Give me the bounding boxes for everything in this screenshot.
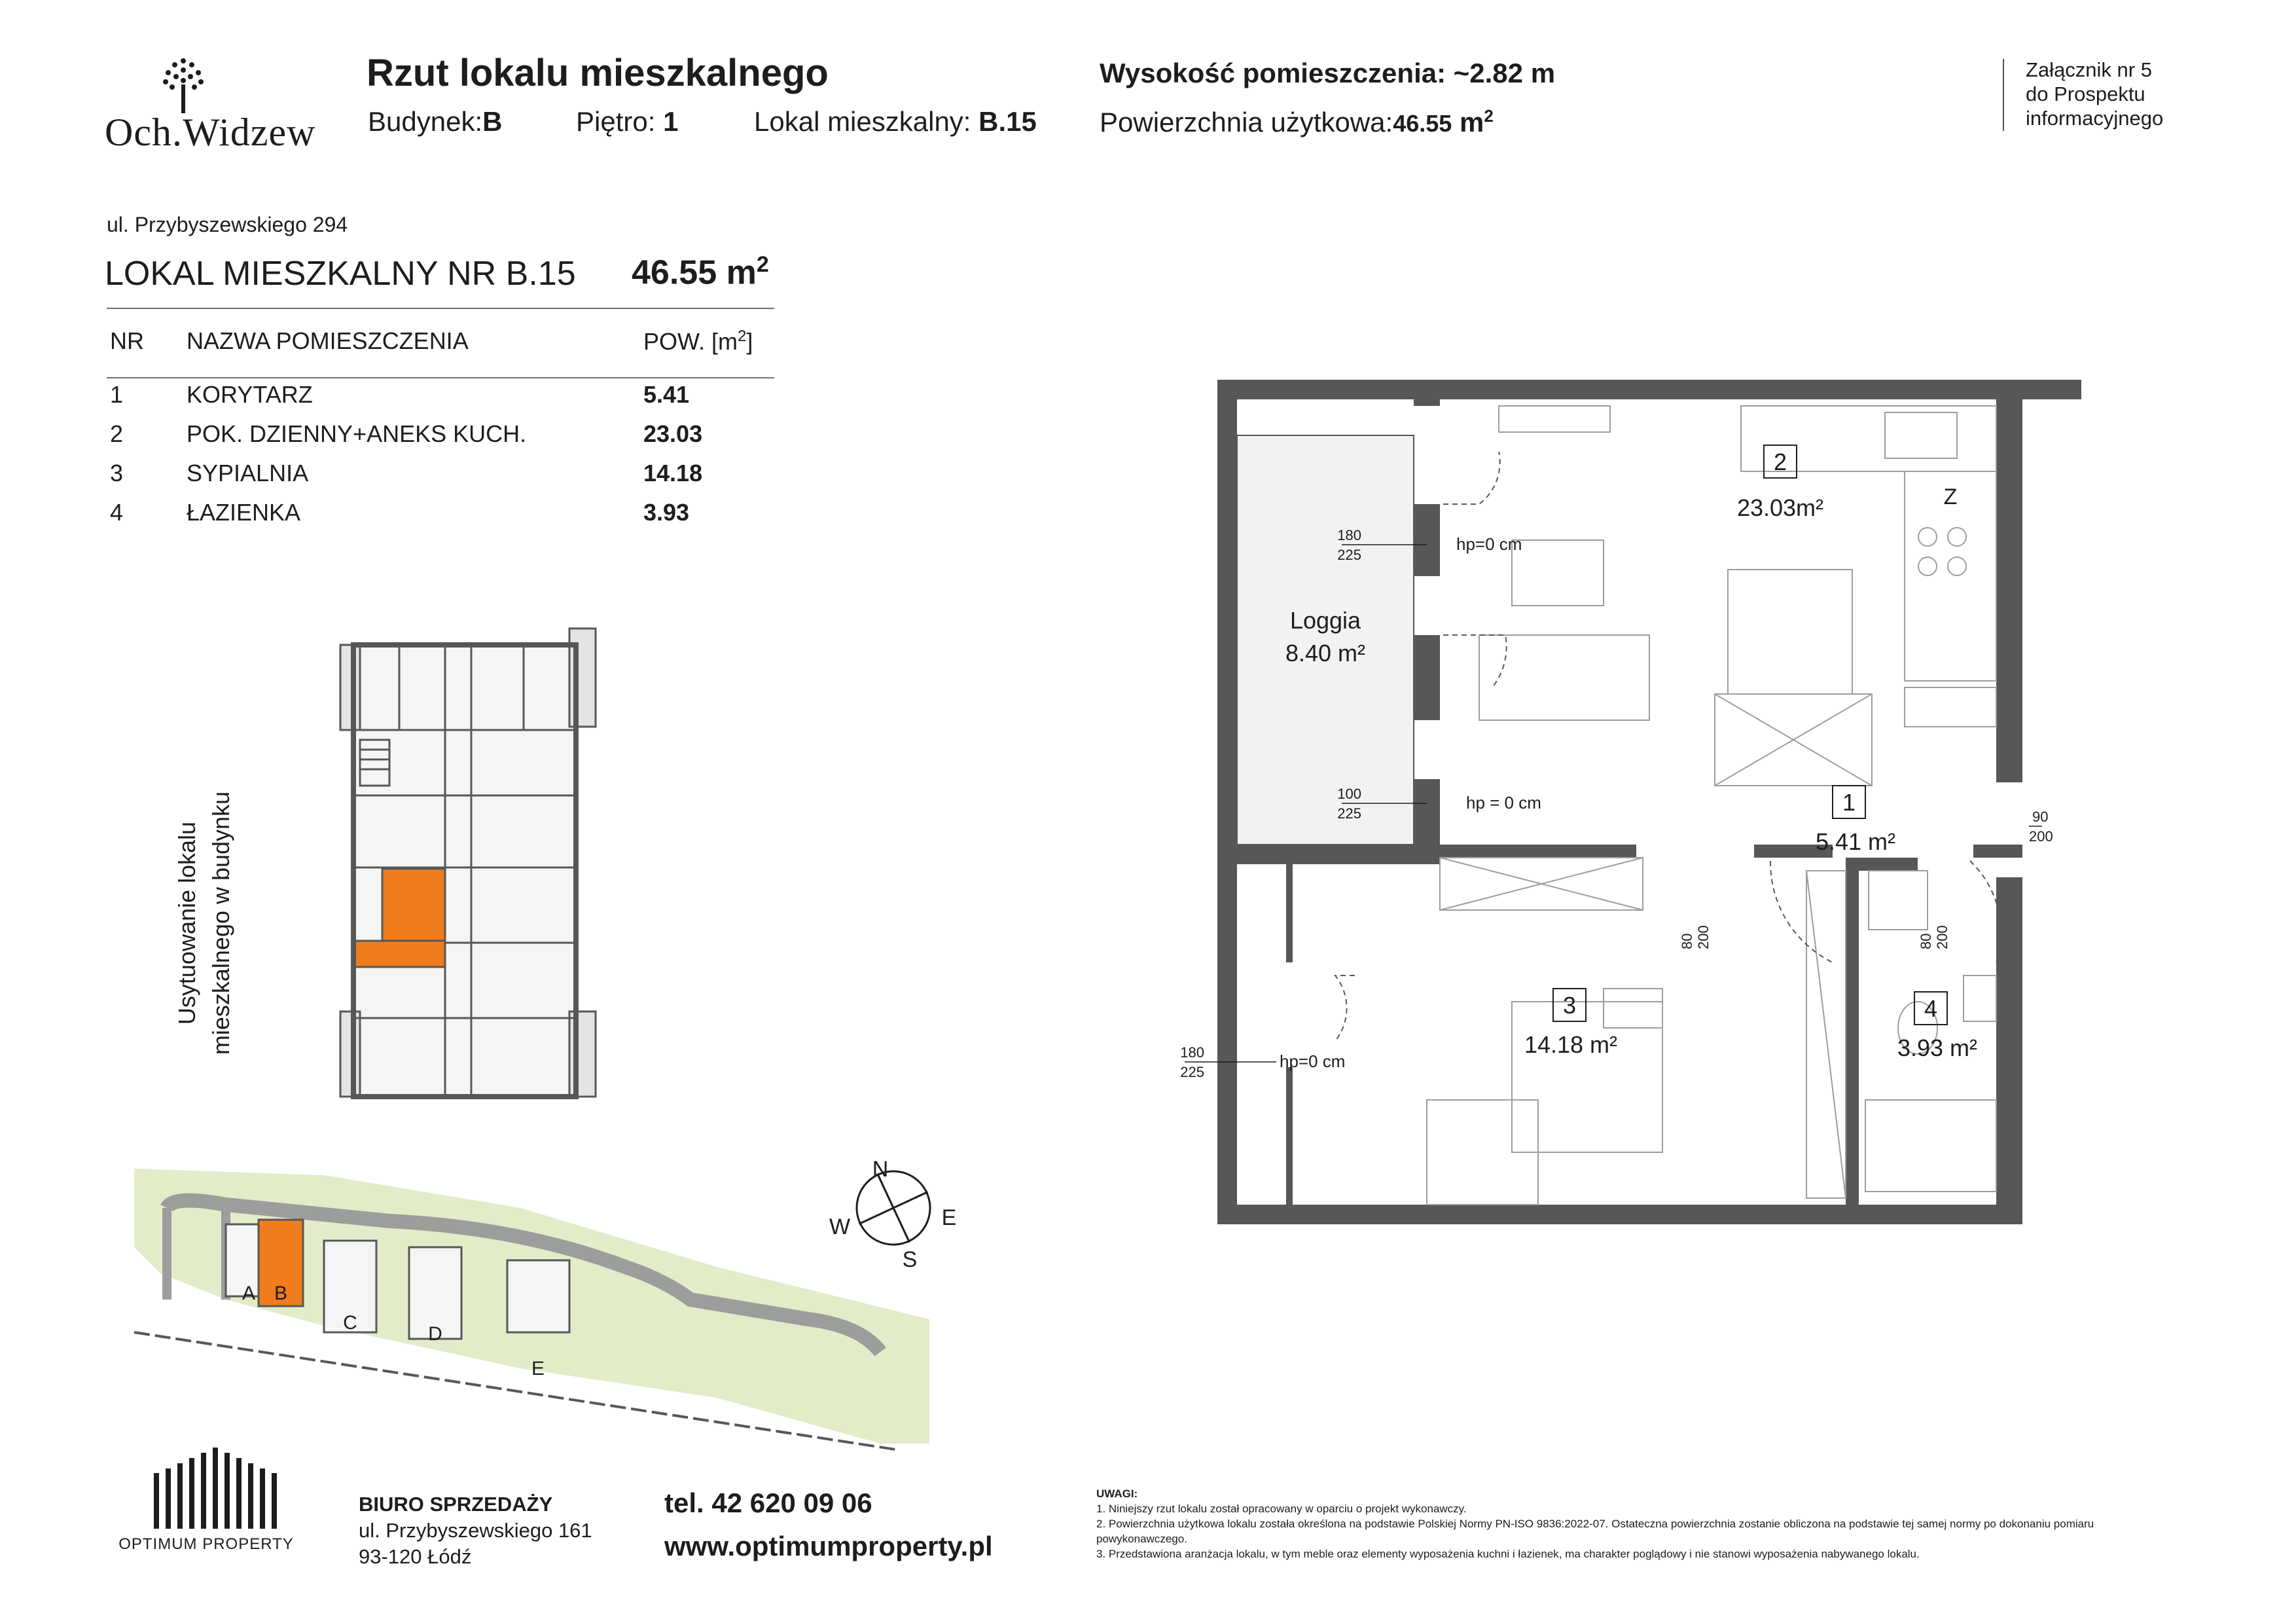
svg-text:225: 225: [1180, 1064, 1204, 1080]
usable-area: Powierzchnia użytkowa:46.55 $m^2$: [1100, 106, 1494, 137]
loggia-label: Loggia: [1289, 607, 1361, 634]
site-label-a: A: [242, 1283, 256, 1304]
room-1-area: 5.41 m²: [1815, 828, 1896, 855]
address: ul. Przybyszewskiego 294: [107, 213, 348, 236]
optimum-property-logo-icon: [147, 1444, 298, 1529]
room-4-number: 4: [1924, 995, 1938, 1022]
svg-text:225: 225: [1337, 805, 1361, 822]
svg-text:180: 180: [1180, 1044, 1204, 1061]
compass-e: E: [941, 1205, 957, 1230]
svg-text:80: 80: [1679, 933, 1695, 949]
compass-s: S: [902, 1247, 918, 1272]
table-rule-top: [107, 308, 774, 309]
site-label-d: D: [428, 1323, 442, 1345]
sales-office: BIURO SPRZEDAŻY ul. Przybyszewskiego 161 93-120 Łódź: [359, 1493, 592, 1568]
svg-text:hp=0 cm: hp=0 cm: [1456, 534, 1522, 554]
room-4-area: 3.93 m²: [1897, 1034, 1978, 1061]
svg-text:200: 200: [1934, 925, 1950, 949]
site-label-e: E: [531, 1358, 545, 1379]
compass-icon: [843, 1158, 944, 1258]
svg-text:90: 90: [2032, 809, 2049, 825]
svg-text:200: 200: [2029, 828, 2053, 845]
room-2-area: 23.03m²: [1736, 494, 1824, 521]
table-row: 4 ŁAZIENKA 3.93: [110, 499, 690, 526]
svg-text:100: 100: [1337, 786, 1361, 802]
location-label: Usytuowanie lokalu mieszkalnego w budynku: [173, 791, 234, 1055]
attachment-note: Załącznik nr 5 do Prospektu informacyjnego: [2026, 58, 2164, 130]
page-title: Rzut lokalu mieszkalnego: [367, 52, 829, 94]
table-row: 1 KORYTARZ 5.41: [110, 381, 690, 408]
building-key-plan: [327, 625, 602, 1110]
header-divider: [2003, 59, 2004, 131]
brand-name: Och.Widzew: [105, 111, 316, 154]
building-e: [507, 1260, 569, 1332]
website-link[interactable]: www.optimumproperty.pl: [664, 1531, 993, 1561]
site-label-c: C: [343, 1312, 357, 1334]
svg-text:80: 80: [1918, 933, 1934, 949]
svg-text:225: 225: [1337, 547, 1361, 563]
room-height: Wysokość pomieszczenia: ~2.82 m: [1100, 58, 1556, 88]
room-table-header: NR NAZWA POMIESZCZENIA POW. $[m^2]$: [110, 327, 753, 355]
svg-text:hp=0 cm: hp=0 cm: [1280, 1051, 1346, 1071]
developer-name: OPTIMUM PROPERTY: [118, 1535, 294, 1553]
room-2-number: 2: [1773, 448, 1787, 475]
unit-info: Lokal mieszkalny: B.15: [754, 106, 1037, 137]
notes: UWAGI: 1. Niniejszy rzut lokalu został opracowany w oparciu o projekt wykonawczy. 2. Powierzchnia użytkowa lokalu została określona na podstawie Polskiej Normy PN-ISO 9836:2022-07. Ostateczna powierzchnia zostanie obliczona na podstawie tej samej normy po dokonaniu pomiaru powykonawczego. 3. Przedstawiona aranżacja lokalu, w tym meble oraz elementy wyposażenia kuchni i łazienek, ma charakter poglądowy i nie stanowi wyposażenia nabywanego lokalu.: [1096, 1487, 2094, 1560]
loggia-area: 8.40 m²: [1285, 640, 1366, 666]
compass-w: W: [829, 1214, 851, 1239]
room-3-area: 14.18 m²: [1524, 1031, 1618, 1058]
phone-link[interactable]: tel. 42 620 09 06: [664, 1487, 872, 1518]
table-row: 2 POK. DZIENNY+ANEKS KUCH. 23.03: [110, 420, 703, 447]
table-row: 3 SYPIALNIA 14.18: [110, 460, 703, 486]
svg-text:hp = 0 cm: hp = 0 cm: [1466, 793, 1541, 812]
unit-title: LOKAL MIESZKALNY NR B.15: [105, 255, 576, 293]
site-plan: [128, 1157, 957, 1470]
building-info: Budynek:B: [368, 106, 503, 137]
floor-plan: [1152, 373, 2053, 1224]
room-1-number: 1: [1842, 789, 1856, 816]
room-3-number: 3: [1562, 992, 1577, 1019]
svg-text:180: 180: [1337, 527, 1361, 543]
svg-text:200: 200: [1695, 925, 1712, 949]
floor-info: Piętro: 1: [576, 106, 679, 137]
site-label-b: B: [274, 1283, 288, 1304]
och-widzew-tree-icon: [154, 56, 213, 115]
unit-area: 46.55 $m^2$: [632, 252, 769, 292]
stove-mark: Z: [1943, 484, 1958, 509]
compass-n: N: [872, 1157, 889, 1182]
